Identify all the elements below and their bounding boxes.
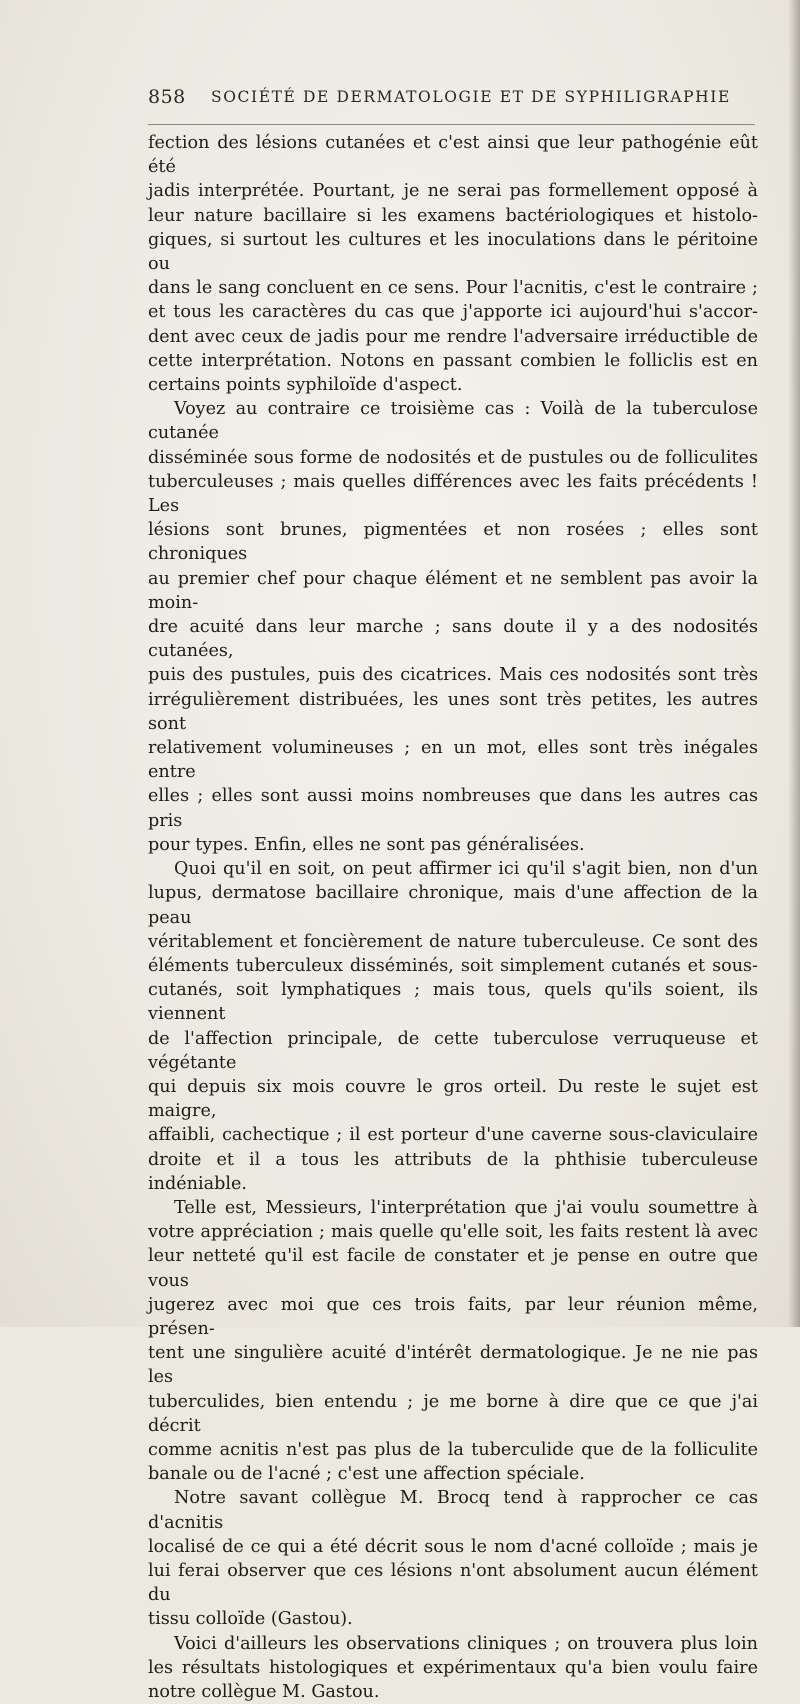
text-line: au premier chef pour chaque élément et ne semblent pas avoir la moin- (148, 568, 758, 613)
text-line: comme acnitis n'est pas plus de la tuberculide que de la folliculite (148, 1439, 758, 1460)
text-line: jugerez avec moi que ces trois faits, par leur réunion même, présen- (148, 1294, 758, 1339)
page-header (148, 86, 758, 110)
text-line: éléments tuberculeux disséminés, soit simplement cutanés et sous- (148, 955, 758, 976)
text-line: lupus, dermatose bacillaire chronique, mais d'une affection de la peau (148, 883, 758, 928)
text-line: disséminée sous forme de nodosités et de pustules ou de folliculites (148, 447, 758, 468)
text-line: Quoi qu'il en soit, on peut affirmer ici qu'il s'agit bien, non d'un (174, 859, 758, 880)
text-line: votre appréciation ; mais quelle qu'elle soit, les faits restent là avec (148, 1222, 758, 1243)
text-line: certains points syphiloïde d'aspect. (148, 375, 463, 396)
paragraph (148, 1486, 758, 1631)
text-line: jadis interprétée. Pourtant, je ne serai pas formellement opposé à (148, 181, 758, 202)
text-line: tissu colloïde (Gastou). (148, 1609, 353, 1630)
text-line: de l'affection principale, de cette tuberculose verruqueuse et végétante (148, 1028, 758, 1073)
text-line: pour types. Enfin, elles ne sont pas généralisées. (148, 834, 585, 855)
text-line: notre collègue M. Gastou. (148, 1682, 380, 1702)
running-head: SOCIÉTÉ DE DERMATOLOGIE ET DE SYPHILIGRAPHIE (211, 88, 731, 106)
header-rule (148, 124, 755, 125)
page-edge-shadow (788, 0, 800, 1327)
paragraph (148, 857, 758, 1196)
text-line: Notre savant collègue M. Brocq tend à rapprocher ce cas d'acnitis (148, 1488, 758, 1533)
text-line: Voyez au contraire ce troisième cas : Voilà de la tuberculose cutanée (148, 399, 758, 444)
text-line: lésions sont brunes, pigmentées et non rosées ; elles sont chroniques (148, 520, 758, 565)
text-line: irrégulièrement distribuées, les unes sont très petites, les autres sont (148, 689, 758, 734)
text-line: et tous les caractères du cas que j'apporte ici aujourd'hui s'accor- (148, 302, 758, 323)
text-line: Telle est, Messieurs, l'interprétation que j'ai voulu soumettre à (174, 1197, 758, 1218)
page-number: 858 (148, 86, 186, 108)
text-line: cette interprétation. Notons en passant combien le folliclis est en (148, 350, 758, 371)
text-line: tent une singulière acuité d'intérêt dermatologique. Je ne nie pas les (148, 1343, 758, 1388)
text-line: qui depuis six mois couvre le gros orteil. Du reste le sujet est maigre, (148, 1076, 758, 1122)
text-line: lui ferai observer que ces lésions n'ont absolument aucun élément du (148, 1560, 758, 1606)
text-line: tuberculides, bien entendu ; je me borne à dire que ce que j'ai décrit (148, 1391, 758, 1436)
text-line: elles ; elles sont aussi moins nombreuses que dans les autres cas pris (148, 786, 758, 831)
text-line: giques, si surtout les cultures et les inoculations dans le péritoine ou (148, 229, 758, 275)
text-line: droite et il a tous les attributs de la phthisie tuberculeuse indéniable. (148, 1149, 758, 1194)
text-line: banale ou de l'acné ; c'est une affection spéciale. (148, 1464, 585, 1485)
paragraph (148, 1196, 758, 1486)
text-line: véritablement et foncièrement de nature tuberculeuse. Ce sont des (148, 931, 758, 952)
text-line: relativement volumineuses ; en un mot, elles sont très inégales entre (148, 738, 758, 783)
text-line: dre acuité dans leur marche ; sans doute il y a des nodosités cutanées, (148, 617, 758, 662)
text-line: localisé de ce qui a été décrit sous le nom d'acné colloïde ; mais je (148, 1536, 758, 1557)
paragraph (148, 131, 758, 397)
text-line: affaibli, cachectique ; il est porteur d'une caverne sous-claviculaire (148, 1125, 758, 1146)
article-body (148, 131, 758, 1704)
text-line: dans le sang concluent en ce sens. Pour l'acnitis, c'est le contraire ; (148, 278, 758, 299)
text-line: les résultats histologiques et expérimentaux qu'a bien voulu faire (148, 1657, 758, 1678)
text-line: leur netteté qu'il est facile de constater et je pense en outre que vous (148, 1246, 758, 1291)
text-line: tuberculeuses ; mais quelles différences avec les faits précédents ! Les (148, 471, 758, 517)
text-line: Voici d'ailleurs les observations cliniques ; on trouvera plus loin (174, 1633, 758, 1654)
paragraph (148, 1632, 758, 1704)
paragraph (148, 397, 758, 857)
text-line: cutanés, soit lymphatiques ; mais tous, quels qu'ils soient, ils viennent (148, 980, 758, 1025)
text-line: leur nature bacillaire si les examens bactériologiques et histolo- (148, 205, 758, 226)
text-line: dent avec ceux de jadis pour me rendre l'adversaire irréductible de (148, 326, 758, 347)
text-line: puis des pustules, puis des cicatrices. Mais ces nodosités sont très (148, 665, 758, 686)
text-line: fection des lésions cutanées et c'est ainsi que leur pathogénie eût été (148, 133, 758, 178)
